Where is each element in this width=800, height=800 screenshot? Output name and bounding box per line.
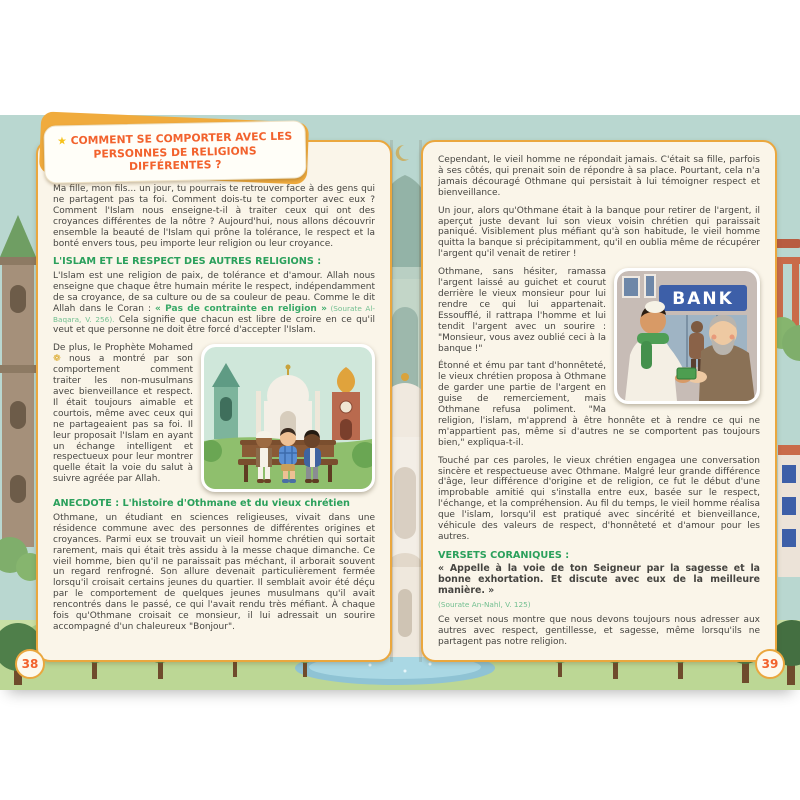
right-page [421,140,777,662]
islam-text-after: Cela signifie que chacun est libre de croire en ce qu'il veut et que personne ne doit être forcé d'accepter l'Islam. [53,314,375,336]
verses-heading: VERSETS CORANIQUES : [438,549,570,561]
bank-scene-illustration [614,268,760,404]
verses-quote: « Appelle à la voie de ton Seigneur par la sagesse et la bonne exhortation. Et discute avec eux de la meilleure manière. » [438,563,760,597]
banner-front-sheet [43,120,306,183]
right-building [778,445,800,577]
right-paragraph-4: Étonné et ému par tant d'honnêteté, le vieux chrétien proposa à Othmane de garder une partie de l'argent en guise de remerciement, mais Othmane refusa poliment. "Ma religion, l'islam, m'apprend à être honnête et à rendre ce qui ne m'appartient pas, même si d'autres ne se comportent pas toujours bien," expliqua-t-il. [438,361,760,448]
page-number-left: 38 [15,649,45,679]
left-page [36,140,392,662]
islam-respect-paragraph [53,271,375,336]
closing-paragraph: Ce verset nous montre que nous devons toujours nous adresser aux autres avec respect, gentillesse, et sagesse, même lorsqu'ils ne partagent pas notre religion. [438,615,760,647]
book-spread [0,115,800,690]
verses-ref: (Sourate An-Nahl, V. 125) [438,600,531,610]
prophet-text-after: nous a montré par son comportement comment traiter les non-musulmans avec bienveillance et respect. Il était toujours aimable et courtois, même avec ceux qui ne partageaient pas sa foi. Il leur proposait l'Islam en ayant un échange intelligent et respectueux pour leur montrer quelle était la voie du salut à suivre agréée par Allah. [53,354,193,485]
anecdote-title: L'histoire d'Othmane et du vieux chrétien [119,498,350,510]
right-paragraph-5: Touché par ces paroles, le vieux chrétien engagea une conversation sincère et respectueuse avec Othmane. Malgré leur grande différence d'âge, leur différence d'origine et de religion, ce fut le début d'une improbable amitié qui s'installa entre eux, basée sur le respect, l'échange, et la compréhension. Au fil du temps, le vieil homme réalisa que l'islam, lorsqu'il est pratiqué avec sincérité et bienveillance, véhicule des valeurs de respect, d'honnêteté et d'amour pour les autres. [438,455,760,542]
banner-line1: COMMENT SE COMPORTER AVEC LES [70,129,293,148]
prophet-block [53,343,375,496]
quran-inline-ref: (Sourate Al-Baqara, V. 256). [53,303,375,324]
chapter-title-banner [44,123,306,181]
bank-story-block [438,267,760,456]
quran-inline-quote: « Pas de contrainte en religion » [155,303,327,314]
islam-respect-heading: L'ISLAM ET LE RESPECT DES AUTRES RELIGIONS : [53,256,322,268]
right-paragraph-1: Cependant, le vieil homme ne répondait jamais. C'était sa fille, parfois à ses côtés, qui prenait soin de répondre à sa place. Pourtant, cela n'a jamais découragé Othmane qui persistait à lui témoigner respect et bienveillance. [438,155,760,198]
anecdote-label: ANECDOTE : [53,498,120,510]
right-paragraph-2: Un jour, alors qu'Othmane était à la banque pour retirer de l'argent, il aperçut juste devant lui son vieux voisin chrétien qui paraissait paniqué. Visiblement plus méfiant qu'à son habitude, le vieil homme quitta la banque si précipitamment, qu'il en oublia même de récupérer l'argent qu'il venait de retirer ! [438,205,760,260]
intro-paragraph: Ma fille, mon fils... un jour, tu pourrais te retrouver face à des gens qui ne partagent pas ta foi. Comment dois-tu te comporter avec eux ? Comment l'Islam nous enseigne-t-il à traiter ceux qui ont des croyances différentes de la nôtre ? Aujourd'hui, nous allons découvrir ensemble la beauté de l'Islam qui prône la tolérance, le respect et la bonté envers tous, peu importe leur religion ou leur croyance. [53,184,375,249]
kids-on-bench-illustration [201,344,375,492]
right-paragraph-3: Othmane, sans hésiter, ramassa l'argent laissé au guichet et courut derrière le vieux monsieur pour lui rendre ce qui lui appartenait. Essoufflé, il rattrapa l'homme et lui tendit l'argent avec un sourire : "Monsieur, vous avez oublié ceci à la banque !" [438,267,606,354]
prophet-text-before: De plus, le Prophète Mohamed [53,343,193,354]
bank-sign-text: BANK [672,289,734,310]
banner-line2: PERSONNES DE RELIGIONS DIFFÉRENTES ? [93,143,257,173]
islam-text-before: L'Islam est une religion de paix, de tolérance et d'amour. Allah nous enseigne que chaque être humain mérite le respect, indépendamment de sa croyance, de sa culture ou de sa couleur de peau. Comme le dit Allah dans le Coran : [53,270,375,314]
star-icon: ★ [57,134,67,148]
pbuh-calligraphy-icon: ❁ [53,354,61,365]
anecdote-paragraph: Othmane, un étudiant en sciences religieuses, vivait dans une résidence commune avec des personnes de différentes origines et croyances. Parmi eux se trouvait un vieil homme chrétien qui sortait rarement, mais qui était très assidu à la messe chaque dimanche. Ce vieil homme, bien qu'il ne paraissait pas méchant, il arborait souvent un regard renfrogné. Son allure devenait particulièrement fermée lorsqu'il croisait certains jeunes du quartier. Il semblait avoir été déçu par le comportement de quelques jeunes musulmans qu'il avait rencontrés dans le passé, ce qui l'avait rendu très méfiant. À chaque fois qu'Othmane croisait ce monsieur, il lui adressait un sourire accompagné d'un chaleureux "Bonjour". [53,512,375,632]
page-number-right: 39 [755,649,785,679]
money [677,368,696,379]
anecdote-heading [53,498,375,510]
